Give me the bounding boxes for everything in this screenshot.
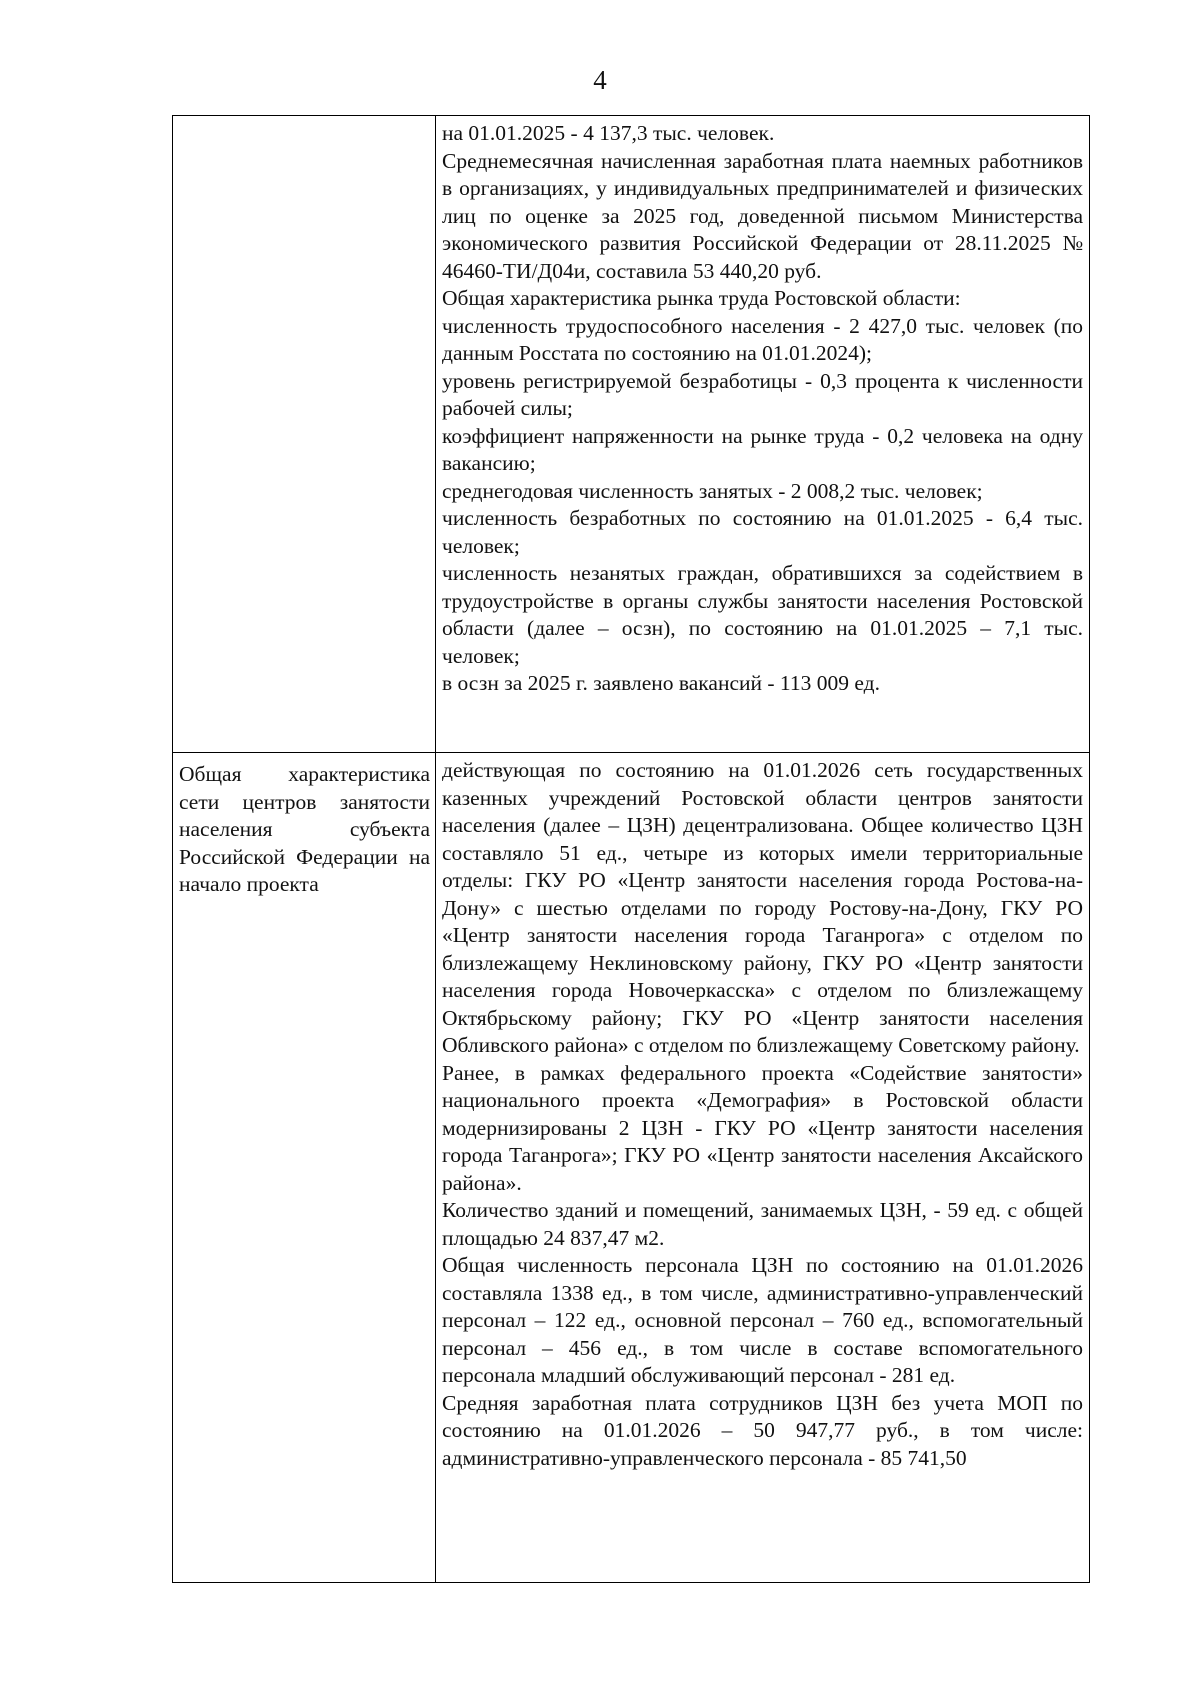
paragraph: Средняя заработная плата сотрудников ЦЗН без учета МОП по состоянию на 01.01.2026 – 50 947,77 руб., в том числе: административно-управленческого персонала - 85 741,50 [442, 1390, 1083, 1470]
characteristics-table [172, 115, 1090, 1583]
row-label-cell [173, 116, 436, 753]
paragraph: уровень регистрируемой безработицы - 0,3 процента к численности рабочей силы; [442, 368, 1083, 420]
paragraph: Среднемесячная начисленная заработная плата наемных работников в организациях, у индивидуальных предпринимателей и физических лиц по оценке за 2025 год, доведенной письмом Министерства экономического развития Российской Федерации от 28.11.2025 № 46460-ТИ/Д04и, составила 53 440,20 руб. [442, 148, 1083, 283]
paragraph: Общая характеристика рынка труда Ростовской области: [442, 286, 961, 310]
paragraph: численность незанятых граждан, обратившихся за содействием в трудоустройстве в органы службы занятости населения Ростовской области (далее – осзн), по состоянию на 01.01.2025 – 7,1 тыс. человек; [442, 561, 1083, 668]
paragraph: на 01.01.2025 - 4 137,3 тыс. человек. [442, 121, 775, 145]
paragraph: Ранее, в рамках федерального проекта «Содействие занятости» национального проекта «Демография» в Ростовской области модернизированы 2 ЦЗН - ГКУ РО «Центр занятости населения города Таганрога»; ГКУ РО «Центр занятости населения Аксайского района». [442, 1060, 1083, 1195]
paragraph: численность безработных по состоянию на 01.01.2025 - 6,4 тыс. человек; [442, 506, 1083, 558]
row-label: Общая характеристика сети центров занятости населения субъекта Российской Федерации на начало проекта [179, 762, 430, 896]
paragraph: среднегодовая численность занятых - 2 008,2 тыс. человек; [442, 478, 983, 503]
page-number: 4 [593, 65, 607, 95]
row-content-cell [436, 753, 1090, 1583]
table-row [173, 116, 1090, 753]
paragraph: Общая численность персонала ЦЗН по состоянию на 01.01.2026 составляла 1338 ед., в том числе, административно-управленческий персонал – 122 ед., основной персонал – 760 ед., вспомогательный персонал – 456 ед., в том числе в составе вспомогательного персонала младший обслуживающий персонал - 281 ед. [442, 1253, 1083, 1387]
paragraph: в осзн за 2025 г. заявлено вакансий - 113 009 ед. [442, 671, 880, 695]
paragraph: численность трудоспособного населения - 2 427,0 тыс. человек (по данным Росстата по состоянию на 01.01.2024); [442, 313, 1083, 365]
paragraph: Количество зданий и помещений, занимаемых ЦЗН, - 59 ед. с общей площадью 24 837,47 м2. [442, 1198, 1083, 1250]
paragraph: действующая по состоянию на 01.01.2026 сеть государственных казенных учреждений Ростовской области центров занятости населения (далее – ЦЗН) децентрализована. Общее количество ЦЗН составляло 51 ед., четыре из которых имели территориальные отделы: ГКУ РО «Центр занятости населения города Ростова-на-Дону» с шестью отделами по городу Ростову-на-Дону, ГКУ РО «Центр занятости населения города Таганрога» с отделом по близлежащему Неклиновскому району, ГКУ РО «Центр занятости населения города Новочеркасска» с отделом по близлежащему Октябрьскому району; ГКУ РО «Центр занятости населения Обливского района» с отделом по близлежащему Советскому району. [442, 758, 1083, 1057]
row-content-cell [436, 116, 1090, 753]
row-label-cell [173, 753, 436, 1583]
paragraph: коэффициент напряженности на рынке труда - 0,2 человека на одну вакансию; [442, 423, 1083, 475]
table-row [173, 753, 1090, 1583]
